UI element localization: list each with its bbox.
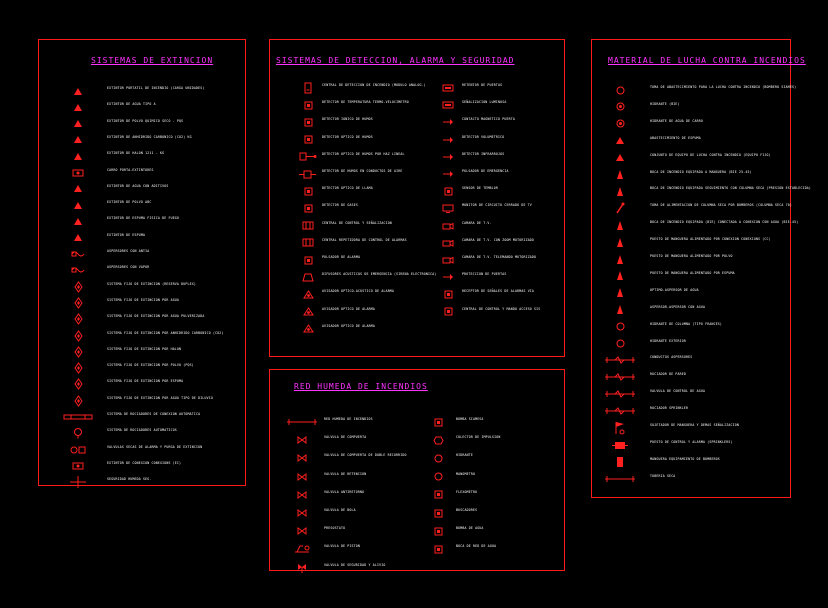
legend-label: EXTINTOR DE ANHIDRIDO CARBONICO (CO2) KG	[107, 134, 192, 139]
legend-label: SISTEMA FIJO DE EXTINCION POR HALON	[107, 346, 182, 351]
legend-row	[602, 404, 787, 418]
duct-icon	[296, 167, 320, 181]
legend-label: AVISADOR OPTICO-ACUSTICO DE ALARMA	[322, 289, 395, 294]
legend-label: SISTEMA FIJO DE EXTINCION POR AGUA	[107, 297, 180, 302]
legend-row	[63, 84, 243, 98]
legend-row	[436, 115, 556, 129]
legend-row	[284, 451, 424, 465]
target-icon	[602, 100, 638, 114]
legend-label: ASPERSORES CON VAPOR	[107, 265, 150, 270]
valve-icon	[284, 433, 320, 447]
legend-label: BOCA DE INCENDIO EQUIPADA A MANGUERA (BIE 25-45)	[650, 169, 752, 174]
panel-title: RED HUMEDA DE INCENDIOS	[294, 382, 428, 391]
legend-row	[63, 329, 243, 343]
pipe-icon	[63, 410, 93, 424]
diamond-icon	[63, 329, 93, 343]
line-icon	[284, 415, 320, 429]
arrow-icon	[436, 270, 460, 284]
legend-row	[602, 387, 787, 401]
legend-row	[63, 231, 243, 245]
panel-icon	[296, 81, 320, 95]
legend-label: EXTINTOR DE HALON 1211 - KG	[107, 151, 165, 156]
legend-row	[296, 305, 416, 319]
legend-label: EXTINTOR DE ESPUMA FISICA DE FUEGO	[107, 216, 180, 221]
legend-label: RED HUMEDA DE INCENDIOS	[324, 417, 373, 421]
legend-label: AVISADOR OPTICO DE ALARMA	[322, 306, 375, 311]
panel-sistemas-extincion	[38, 39, 246, 486]
legend-row	[426, 451, 546, 465]
triangle-icon	[63, 84, 93, 98]
grid-icon	[296, 236, 320, 250]
legend-label: CARRO PORTA-EXTINTORES	[107, 167, 154, 172]
legend-row	[602, 370, 787, 384]
legend-label: CONJUNTO DE EQUIPO DE LUCHA CONTRA INCENDIO (EQUIPO FIJO)	[650, 152, 771, 157]
legend-row	[436, 150, 556, 164]
legend-label: EXTINTOR DE AGUA TIPO A	[107, 102, 156, 107]
legend-row	[63, 459, 243, 473]
legend-label: DETECTOR VOLUMETRICO	[462, 134, 505, 139]
legend-label: EXTINTOR DE POLVO ABC	[107, 200, 152, 205]
legend-row	[296, 81, 426, 95]
grid-icon	[296, 219, 320, 233]
legend-label: DETECTOR OPTICO DE HUMOS POR HAZ LINEAL	[322, 151, 405, 156]
legend-row	[602, 421, 787, 435]
legend-label: DETECTOR IONICO DE HUMOS	[322, 117, 373, 122]
legend-label: SISTEMA FIJO DE EXTINCION POR ESPUMA	[107, 379, 184, 384]
legend-label: SISTEMA FIJO DE EXTINCION (RESERVA DUPLEX)	[107, 281, 196, 286]
box-icon	[296, 184, 320, 198]
monitor-icon	[436, 201, 460, 215]
legend-label: HIDRANTE (BIE)	[650, 101, 680, 106]
legend-label: VALVULA DE COMPUERTA DE DOBLE RECORRIDO	[324, 453, 407, 458]
legend-label: CENTRAL REPETIDORA DE CONTROL DE ALARMAS	[322, 237, 407, 242]
triangle-icon	[63, 133, 93, 147]
circle-icon	[426, 451, 450, 465]
hose-icon	[63, 263, 93, 277]
legend-label: MANGUERA EQUIPAMIENTO DE BOMBEROS	[650, 456, 720, 461]
panel-red-humeda	[269, 369, 565, 571]
legend-row	[296, 253, 416, 267]
legend-label: CONTACTO MAGNETICO PUERTA	[462, 117, 515, 122]
legend-row	[426, 524, 546, 538]
legend-row	[63, 312, 243, 326]
legend-row	[436, 253, 556, 267]
legend-label: ROCIADOR DE PARED	[650, 372, 687, 377]
valve-icon	[284, 451, 320, 465]
legend-row	[63, 247, 243, 261]
legend-row	[63, 133, 243, 147]
target-icon	[602, 117, 638, 131]
panel-material-lucha	[591, 39, 812, 498]
legend-label: TOMA DE ABASTECIMIENTO PARA LA LUCHA CONTRA INCENDIO (BOMBERO SIAMES)	[650, 85, 797, 89]
legend-row	[296, 201, 416, 215]
panel-title: SISTEMAS DE DETECCION, ALARMA Y SEGURIDAD	[276, 56, 515, 65]
legend-label: RETENTOR DE PUERTAS	[462, 83, 503, 87]
triangle-icon	[63, 149, 93, 163]
box-icon	[426, 506, 450, 520]
legend-row	[63, 100, 243, 114]
spline-icon	[602, 370, 638, 384]
arrow-icon	[436, 133, 460, 147]
legend-row	[284, 433, 424, 447]
legend-label: BOCA DE INCENDIO EQUIPADA (BIE) CONECTADA A CONEXION CON AGUA (BIE-45)	[650, 220, 799, 225]
valve-icon	[284, 506, 320, 520]
diamond-icon	[63, 312, 93, 326]
legend-row	[602, 134, 787, 148]
legend-label: SUJETADOR DE MANGUERA Y DEMAS SEÑALIZACION	[650, 423, 739, 427]
legend-label: HIDRANTE	[456, 453, 473, 458]
legend-row	[602, 353, 787, 367]
legend-label: BOCA DE RED DE AGUA	[456, 544, 497, 549]
box-icon	[436, 184, 460, 198]
triangle-icon	[63, 117, 93, 131]
reel-icon	[602, 252, 638, 266]
box-icon	[426, 488, 450, 502]
legend-label: PRESOSTATO	[324, 526, 346, 531]
legend-label: TUBERIA SECA	[650, 473, 676, 478]
legend-label: SISTEMA DE ROCIADORES AUTOMATICOS	[107, 428, 177, 433]
circle-icon	[602, 320, 638, 334]
reel-icon	[602, 235, 638, 249]
legend-row	[426, 506, 546, 520]
box-icon	[296, 98, 320, 112]
legend-row	[602, 83, 797, 97]
legend-row	[63, 117, 243, 131]
legend-label: HIDRANTE DE AGUA DE CARRO	[650, 118, 703, 123]
circle-icon	[602, 337, 638, 351]
legend-label: RECEPTOR DE SEÑALES DE ALARMAS VIA	[462, 289, 535, 294]
legend-label: PULSADOR DE ALARMA	[322, 255, 361, 259]
box-icon	[296, 115, 320, 129]
legend-label: EXTINTOR DE AGUA CON ADITIVOS	[107, 183, 169, 188]
legend-label: DETECTOR DE HUMOS EN CONDUCTOS DE AIRE	[322, 169, 403, 173]
legend-label: CAMARA DE T.V.	[462, 220, 492, 225]
legend-label: DETECTOR DE GASES	[322, 203, 359, 208]
legend-row	[63, 166, 243, 180]
legend-row	[63, 361, 243, 375]
legend-label: SISTEMA FIJO DE EXTINCION POR ANHIDRIDO CARBONICO (CO2)	[107, 330, 224, 335]
legend-label: PUESTO DE MANGUERA ALIMENTADO POR ESPUMA	[650, 270, 735, 275]
legend-row	[63, 198, 243, 212]
arrow-icon	[436, 115, 460, 129]
legend-row	[284, 488, 424, 502]
legend-label: ASPERSOR-ASPERSOR CON AGUA	[650, 304, 706, 309]
legend-row	[426, 433, 546, 447]
legend-label: HIDRANTE EXTERIOR	[650, 338, 687, 343]
legend-row	[63, 296, 243, 310]
panel-title: MATERIAL DE LUCHA CONTRA INCENDIOS	[608, 56, 806, 65]
box-icon	[436, 305, 460, 319]
reel-icon	[602, 218, 638, 232]
diamond-icon	[63, 377, 93, 391]
legend-row	[296, 322, 416, 336]
legend-row	[602, 201, 792, 215]
legend-row	[602, 472, 787, 486]
legend-row	[436, 236, 556, 250]
legend-label: BOMBA SIAMESA	[456, 417, 484, 421]
legend-label: HIDRANTE DE COLUMNA (TIPO FRANCES)	[650, 321, 723, 326]
camera-icon	[436, 219, 460, 233]
legend-label: EXTINTOR DE CONEXION CONEXIONS (EC)	[107, 460, 182, 465]
legend-row	[602, 320, 787, 334]
pen-icon	[602, 201, 638, 215]
valve-pair-icon	[63, 443, 93, 457]
legend-label: PUESTO DE CONTROL Y ALARMA (SPRINKLERS)	[650, 439, 733, 444]
legend-label: CAMARA DE T.V. CON ZOOM MOTORIZADO	[462, 237, 535, 242]
magnet-icon	[436, 81, 460, 95]
legend-row	[284, 542, 424, 556]
triangle-icon	[602, 151, 638, 165]
arrow-icon	[436, 167, 460, 181]
cart-icon	[63, 459, 93, 473]
arrow-icon	[436, 150, 460, 164]
legend-label: VALVULA ANTIRETORNO	[324, 489, 365, 494]
circle-icon	[426, 470, 450, 484]
legend-row	[602, 218, 799, 232]
block-icon	[602, 455, 638, 469]
legend-row	[284, 470, 424, 484]
legend-row	[63, 214, 243, 228]
valve-icon	[284, 488, 320, 502]
panel-deteccion-alarma	[269, 39, 565, 357]
legend-label: BUSCADORES	[456, 508, 478, 512]
camera-icon	[436, 253, 460, 267]
camera-icon	[436, 236, 460, 250]
legend-row	[426, 542, 546, 556]
legend-row	[602, 151, 787, 165]
legend-row	[602, 303, 787, 317]
spline-icon	[602, 353, 638, 367]
legend-row	[296, 150, 416, 164]
legend-label: VALVULAS SECAS DE ALARMA Y PURGA DE EXTINCION	[107, 444, 203, 449]
box-icon	[296, 133, 320, 147]
spline-icon	[602, 387, 638, 401]
legend-label: VALVULA DE RETENCION	[324, 471, 367, 476]
legend-label: VALVULA DE COMPUERTA	[324, 435, 367, 440]
legend-label: CAMARA DE T.V. TELEMANDO MOTORIZADO	[462, 255, 537, 259]
legend-row	[296, 287, 416, 301]
cart-icon	[63, 166, 93, 180]
line-icon	[602, 472, 638, 486]
legend-label: TOMA DE ALIMENTACION DE COLUMNA SECA POR BOMBEROS (COLUMNA SECA 70)	[650, 203, 792, 208]
sprinkler-icon	[63, 426, 93, 440]
diamond-icon	[63, 361, 93, 375]
triangle-icon	[63, 198, 93, 212]
diamond-icon	[63, 394, 93, 408]
legend-label: COLECTOR DE IMPULSION	[456, 435, 501, 440]
legend-row	[436, 287, 556, 301]
legend-row	[63, 475, 243, 489]
legend-label: BOCA DE INCENDIO EQUIPADA SEGUIMIENTO CON COLUMNA SECA (PRESION ESTABLECIDA)	[650, 186, 812, 191]
legend-label: ROCIADOR SPRINKLER	[650, 406, 689, 411]
legend-row	[284, 524, 424, 538]
legend-label: VALVULA DE CONTROL DE AGUA	[650, 389, 706, 394]
legend-label: SISTEMA FIJO DE EXTINCION POR AGUA PULVERIZADA	[107, 314, 205, 319]
legend-row	[602, 455, 787, 469]
triangle-icon	[63, 182, 93, 196]
diamond-icon	[63, 280, 93, 294]
legend-label: CENTRAL DE CONTROL Y MANDO ACCESO SIS	[462, 306, 541, 311]
box-icon	[426, 542, 450, 556]
legend-row	[63, 394, 243, 408]
legend-label: FLEXOMETRO	[456, 489, 478, 494]
legend-row	[436, 167, 556, 181]
legend-row	[63, 377, 243, 391]
legend-row	[436, 98, 556, 112]
legend-row	[296, 219, 416, 233]
legend-row	[284, 415, 424, 429]
diamond-icon	[63, 345, 93, 359]
box-icon	[296, 201, 320, 215]
legend-row	[602, 184, 812, 198]
legend-row	[426, 470, 546, 484]
legend-label: AVISADOR OPTICO DE ALARMA	[322, 323, 375, 328]
legend-row	[296, 98, 416, 112]
magnet-icon	[436, 98, 460, 112]
legend-row	[426, 488, 546, 502]
legend-row	[296, 115, 416, 129]
legend-label: PUESTO DE MANGUERA ALIMENTADO POR POLVO	[650, 254, 733, 258]
hose-icon	[63, 247, 93, 261]
legend-row	[602, 100, 787, 114]
trapezoid-icon	[296, 270, 320, 284]
legend-row	[63, 426, 243, 440]
legend-row	[63, 149, 243, 163]
legend-row	[63, 443, 243, 457]
beam-icon	[296, 150, 320, 164]
valve-icon	[284, 470, 320, 484]
legend-label: SISTEMA FIJO DE EXTINCION POR AGUA TIPO DE DILUVIO	[107, 395, 213, 400]
legend-row	[284, 506, 424, 520]
hex-icon	[426, 433, 450, 447]
legend-label: SENSOR DE TEMBLOR	[462, 186, 499, 191]
piston-icon	[284, 542, 320, 556]
legend-label: VALVULA DE BOLA	[324, 508, 356, 512]
reel-icon	[602, 269, 638, 283]
circle-icon	[602, 83, 638, 97]
legend-label: OPTIMO-ASPERSOR DE AGUA	[650, 287, 699, 292]
cross-icon	[63, 475, 93, 489]
legend-label: CENTRAL DE CONTROL Y SEÑALIZACION	[322, 220, 392, 225]
legend-row	[436, 81, 556, 95]
legend-label: EXTINTOR DE POLVO QUIMICO SECO - PQS	[107, 118, 184, 123]
legend-row	[296, 184, 416, 198]
panel-title: SISTEMAS DE EXTINCION	[91, 56, 214, 65]
legend-row	[602, 117, 787, 131]
legend-row	[296, 167, 416, 181]
legend-row	[63, 182, 243, 196]
spline-icon	[602, 404, 638, 418]
legend-label: DETECTOR OPTICO DE LLAMA	[322, 186, 373, 191]
legend-row	[602, 286, 787, 300]
box-icon	[296, 253, 320, 267]
legend-label: DIFUSORES ACUSTICOS DE EMERGENCIA (SIRENA ELECTRONICA)	[322, 272, 437, 277]
legend-label: PULSADOR DE EMERGENCIA	[462, 169, 509, 173]
legend-row	[296, 133, 416, 147]
bell-icon	[296, 305, 320, 319]
legend-label: CENTRAL DE DETECCION DE INCENDIO (MODULO ANALOG.)	[322, 83, 426, 87]
box-icon	[426, 524, 450, 538]
legend-label: ASPERSORES CON ANTIA	[107, 249, 150, 253]
legend-row	[436, 184, 556, 198]
legend-label: VALVULA DE SEGURIDAD Y ALIVIO	[324, 562, 386, 567]
triangle-icon	[63, 231, 93, 245]
legend-row	[296, 236, 416, 250]
bell-icon	[296, 322, 320, 336]
legend-row	[436, 219, 556, 233]
legend-row	[426, 415, 546, 429]
legend-label: DETECTOR DE TEMPERATURA TERMO-VELOCIMETRO	[322, 100, 409, 105]
legend-row	[602, 168, 787, 182]
box-icon	[436, 287, 460, 301]
diamond-icon	[63, 296, 93, 310]
flag-icon	[602, 421, 638, 435]
legend-label: BOMBA DE AGUA	[456, 526, 484, 531]
legend-label: SISTEMA DE ROCIADORES DE CONEXION AUTOMATICA	[107, 412, 201, 416]
legend-row	[284, 561, 424, 575]
legend-row	[436, 305, 556, 319]
legend-row	[602, 337, 787, 351]
legend-label: MONITOR DE CIRCUITO CERRADO DE TV	[462, 203, 532, 208]
box-icon	[426, 415, 450, 429]
legend-row	[602, 252, 787, 266]
legend-label: DETECTOR INFRARROJOS	[462, 151, 505, 156]
legend-row	[602, 235, 787, 249]
legend-label: SEGURIDAD HUMEDA SEG.	[107, 477, 152, 482]
legend-row	[602, 438, 787, 452]
triangle-icon	[63, 100, 93, 114]
legend-row	[436, 201, 556, 215]
legend-row	[63, 345, 243, 359]
reel-icon	[602, 286, 638, 300]
sign-icon	[602, 438, 638, 452]
legend-label: PUESTO DE MANGUERA ALIMENTADO POR CONEXION CONEXIONS (CC)	[650, 237, 771, 242]
legend-label: EXTINTOR PORTATIL DE INCENDIO (CARGA UNIDADES)	[107, 86, 205, 90]
reel-icon	[602, 168, 638, 182]
valve-icon	[284, 524, 320, 538]
triangle-icon	[63, 214, 93, 228]
reel-icon	[602, 303, 638, 317]
legend-label: CONDUCTOS ASPERSORES	[650, 355, 693, 360]
legend-row	[63, 263, 243, 277]
legend-label: SISTEMA FIJO DE EXTINCION POR POLVO (PQS)	[107, 363, 194, 368]
legend-row	[296, 270, 437, 284]
relief-icon	[284, 561, 320, 575]
legend-label: MANOMETRO	[456, 471, 476, 476]
legend-label: PROTECCION DE PUERTAS	[462, 272, 507, 277]
reel-icon	[602, 184, 638, 198]
bell-icon	[296, 287, 320, 301]
legend-row	[63, 410, 243, 424]
legend-label: VALVULA DE PISTON	[324, 544, 361, 549]
legend-label: DETECTOR OPTICO DE HUMOS	[322, 134, 373, 139]
triangle-icon	[602, 134, 638, 148]
legend-label: ABASTECIMIENTO DE ESPUMA	[650, 135, 701, 140]
legend-label: EXTINTOR DE ESPUMA	[107, 232, 146, 237]
legend-row	[602, 269, 787, 283]
legend-label: SEÑALIZACION LUMINOSA	[462, 100, 507, 105]
legend-row	[436, 270, 556, 284]
legend-row	[436, 133, 556, 147]
legend-row	[63, 280, 243, 294]
